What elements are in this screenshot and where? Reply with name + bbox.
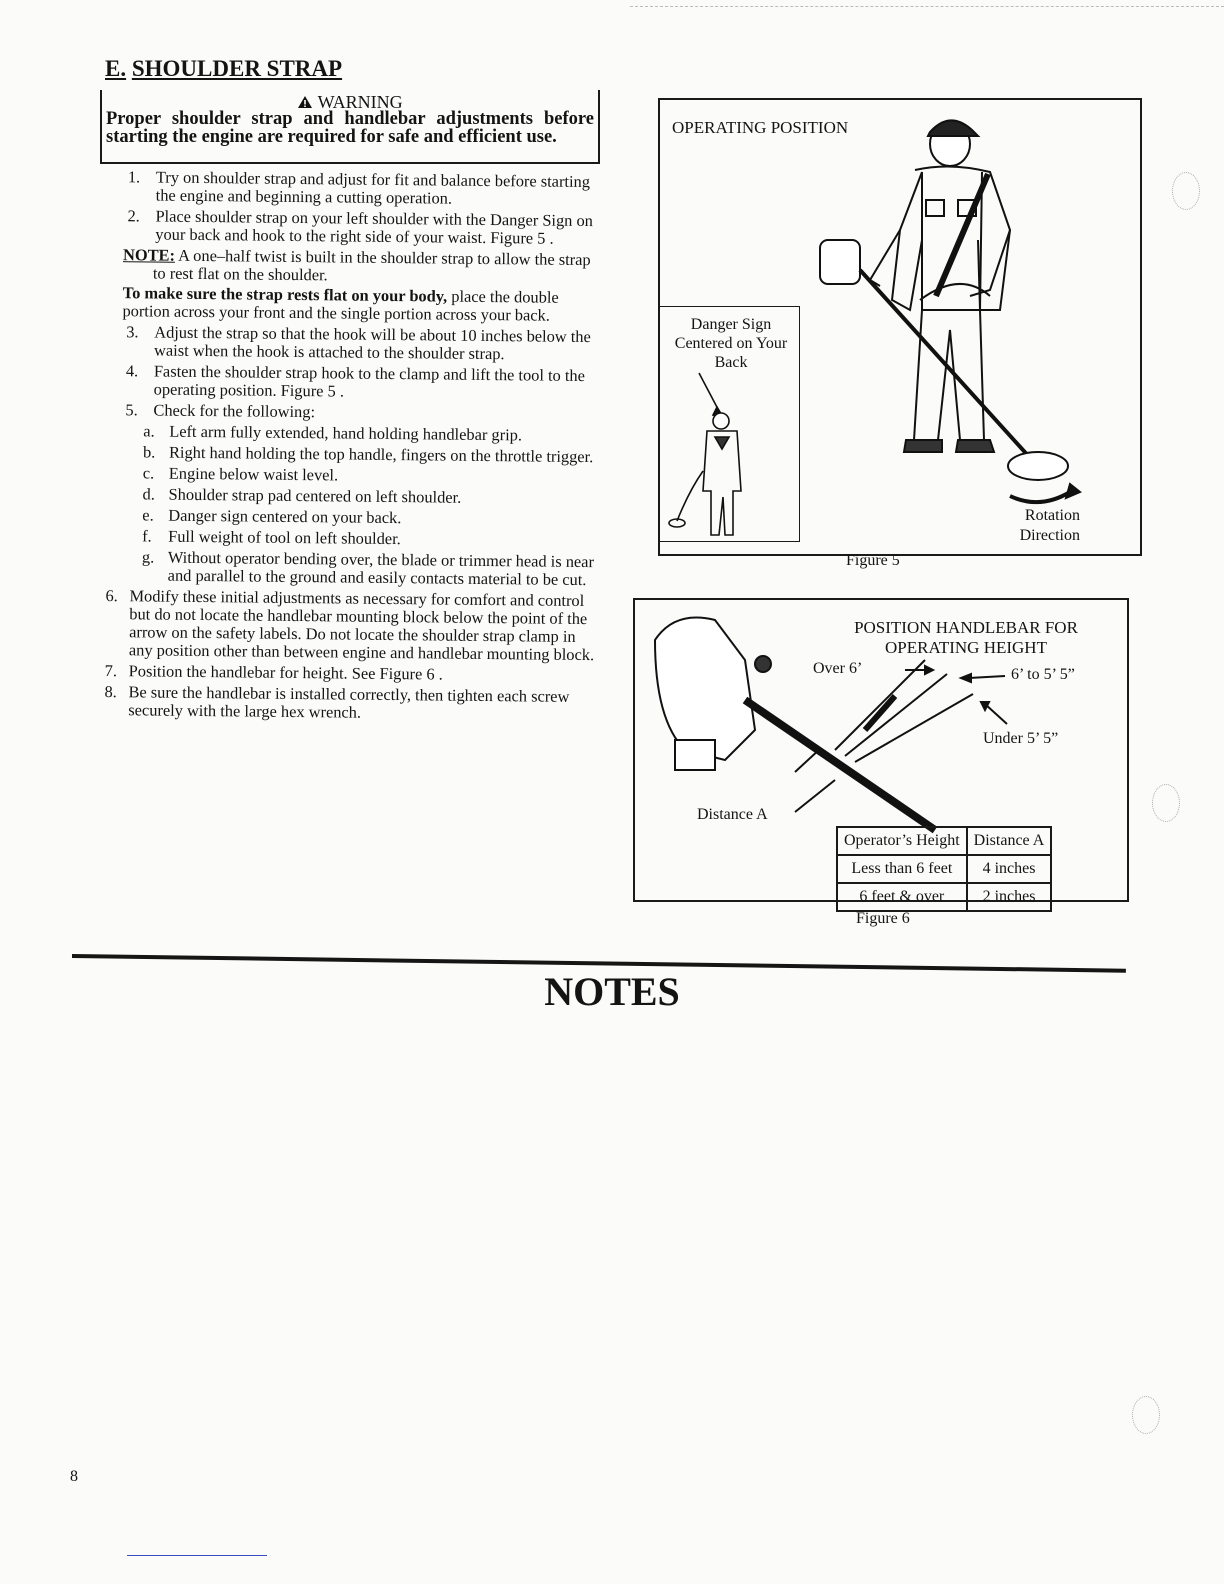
warning-heading-text: WARNING xyxy=(317,92,403,112)
emphasis-paragraph xyxy=(104,284,604,325)
page-number: 8 xyxy=(70,1468,78,1485)
step-6 xyxy=(101,587,602,664)
table-cell: 2 inches xyxy=(967,883,1052,911)
instructions-list xyxy=(100,168,606,727)
step-number: 6. xyxy=(105,586,118,606)
operator-back-illustration xyxy=(659,371,799,541)
label-distance-a: Distance A xyxy=(697,806,768,823)
step-5d xyxy=(102,485,602,508)
binder-hole-icon xyxy=(1172,172,1200,210)
step-text: Danger sign centered on your back. xyxy=(168,505,402,528)
step-number: 5. xyxy=(125,400,138,420)
step-5b xyxy=(103,443,603,466)
table-cell: 4 inches xyxy=(967,855,1052,883)
emphasis-bold: To make sure the strap rests flat on your body, xyxy=(122,283,448,306)
section-letter: E. xyxy=(105,56,127,81)
figure-5-operating-position xyxy=(658,98,1142,556)
step-text: Be sure the handlebar is installed correctly, then tighten each screw securely with the large hex wrench. xyxy=(128,682,570,722)
figure-5-caption: Figure 5 xyxy=(846,552,900,569)
step-text: Place shoulder strap on your left shoulder with the Danger Sign on your back and hook to the right side of your waist. Figure 5 . xyxy=(155,206,594,248)
distance-table xyxy=(836,826,1052,912)
figure-6-caption: Figure 6 xyxy=(856,910,910,927)
step-2 xyxy=(105,207,605,248)
step-number: e. xyxy=(142,505,154,525)
step-number: c. xyxy=(142,463,155,483)
step-text: Position the handlebar for height. See Figure 6 . xyxy=(128,661,443,684)
step-8 xyxy=(100,683,600,724)
step-number: b. xyxy=(142,442,156,462)
warning-box xyxy=(100,90,600,164)
table-header: Operator’s Height xyxy=(837,827,967,855)
step-4 xyxy=(104,362,604,403)
step-text: Fasten the shoulder strap hook to the clamp and lift the tool to the operating position. Figure 5 . xyxy=(153,361,586,401)
danger-sign-inset xyxy=(658,306,800,542)
section-title xyxy=(105,56,342,82)
step-text: Engine below waist level. xyxy=(168,463,339,485)
emphasis-text: place the double portion across your front and the single portion across your back. xyxy=(122,286,559,325)
step-5 xyxy=(103,401,603,424)
step-text: Try on shoulder strap and adjust for fit and balance before starting the engine and beginning a cutting operation. xyxy=(155,167,591,208)
step-number: g. xyxy=(141,547,155,567)
step-5c xyxy=(103,464,603,487)
step-text: Full weight of tool on left shoulder. xyxy=(168,526,401,549)
step-number: d. xyxy=(142,484,155,504)
table-row xyxy=(837,855,1051,883)
step-number: 8. xyxy=(104,682,117,702)
step-text: Without operator bending over, the blade or trimmer head is near and parallel to the ground and easily contacts material to be cut. xyxy=(167,547,595,590)
figure-5-heading: OPERATING POSITION xyxy=(672,118,849,137)
label-under-5ft5in: Under 5’ 5” xyxy=(983,730,1059,747)
step-text: Left arm fully extended, hand holding handlebar grip. xyxy=(169,421,523,445)
danger-sign-label: Danger Sign Centered on Your Back xyxy=(674,316,788,371)
footer-line xyxy=(127,1555,267,1556)
step-number: 4. xyxy=(125,361,139,381)
scan-edge-dots xyxy=(630,6,1224,7)
note xyxy=(105,246,605,287)
note-text: A one–half twist is built in the shoulder strap to allow the strap to rest flat on the shoulder. xyxy=(152,245,591,285)
step-text: Check for the following: xyxy=(153,400,316,422)
binder-hole-icon xyxy=(1152,784,1180,822)
step-number: 2. xyxy=(127,206,140,226)
binder-hole-icon xyxy=(1132,1396,1160,1434)
table-cell: Less than 6 feet xyxy=(837,855,967,883)
warning-text: Proper shoulder strap and handlebar adjustments before starting the engine are required for safe and efficient use. xyxy=(106,109,594,147)
label-over-6ft: Over 6’ xyxy=(813,660,863,677)
step-text: Adjust the strap so that the hook will be about 10 inches below the waist when the hook is attached to the shoulder strap. xyxy=(153,322,591,364)
step-5g xyxy=(102,548,602,589)
label-6ft-to-5ft5in: 6’ to 5’ 5” xyxy=(1011,666,1075,683)
step-number: 7. xyxy=(104,661,118,681)
table-row xyxy=(837,883,1051,911)
section-title-text: SHOULDER STRAP xyxy=(131,56,343,81)
step-number: 1. xyxy=(127,167,141,187)
step-3 xyxy=(104,323,604,364)
step-number: 3. xyxy=(126,322,139,342)
step-text: Shoulder strap pad centered on left shoulder. xyxy=(168,484,462,507)
note-label: NOTE: xyxy=(122,245,176,265)
step-text: Modify these initial adjustments as necessary for comfort and control but do not locate the handlebar mounting block below the point of the arrow on the safety labels. Do not locate the shoulder strap clamp in any position other than between engine and handlebar mounting block. xyxy=(128,586,595,665)
step-5f xyxy=(102,527,602,550)
table-header-row xyxy=(837,827,1051,855)
step-1 xyxy=(106,168,606,209)
notes-title: NOTES xyxy=(544,969,680,1014)
table-header: Distance A xyxy=(967,827,1052,855)
step-5a xyxy=(103,422,603,445)
step-5e xyxy=(102,506,602,529)
step-number: f. xyxy=(142,526,152,546)
step-7 xyxy=(101,662,601,685)
figure-6-heading: POSITION HANDLEBAR FOR OPERATING HEIGHT xyxy=(854,618,1078,657)
rotation-direction-label: Rotation Direction xyxy=(1019,507,1080,544)
step-text: Right hand holding the top handle, fingers on the throttle trigger. xyxy=(168,442,594,467)
table-cell: 6 feet & over xyxy=(837,883,967,911)
step-number: a. xyxy=(143,421,155,441)
